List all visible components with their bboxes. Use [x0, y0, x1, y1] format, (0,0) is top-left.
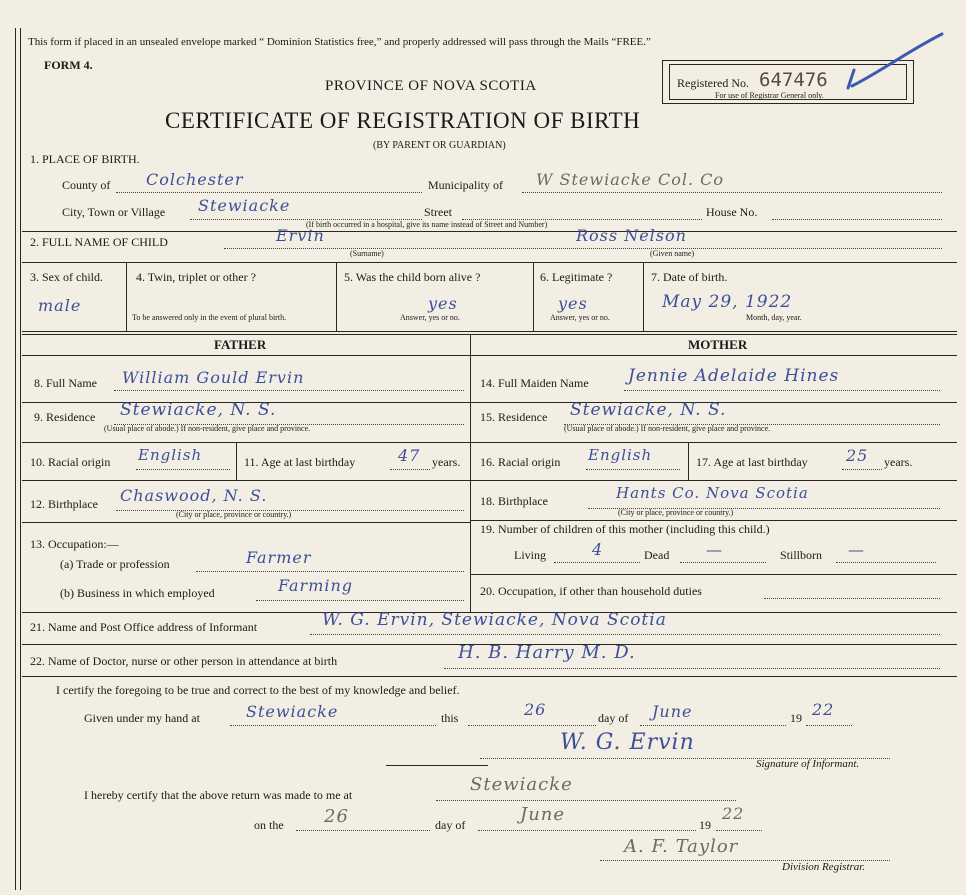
county-label: County of	[62, 178, 111, 192]
birth-date-value: May 29, 1922	[662, 292, 793, 312]
father-trade-label: (a) Trade or profession	[60, 557, 170, 571]
given-year-value: 22	[812, 700, 835, 719]
given-place-value: Stewiacke	[246, 702, 339, 721]
father-residence-label: 9. Residence	[34, 410, 96, 424]
mother-birthplace-label: 18. Birthplace	[480, 494, 548, 508]
sex-value: male	[38, 296, 82, 315]
born-alive-label: 5. Was the child born alive ?	[344, 270, 481, 284]
place-of-birth-heading: 1. PLACE OF BIRTH.	[30, 152, 140, 166]
dead-value: —	[706, 540, 723, 559]
certification-statement: I certify the foregoing to be true and correct to the best of my knowledge and belief.	[56, 683, 460, 697]
given-day-value: 26	[524, 700, 547, 719]
given-name-value: Ross Nelson	[576, 226, 687, 245]
father-business-label: (b) Business in which employed	[60, 586, 215, 600]
father-residence-value: Stewiacke, N. S.	[120, 400, 277, 420]
surname-value: Ervin	[276, 226, 325, 245]
father-birthplace-label: 12. Birthplace	[30, 497, 98, 511]
stillborn-label: Stillborn	[780, 548, 823, 562]
father-age-value: 47	[398, 446, 421, 465]
registered-number: 647476	[759, 69, 828, 91]
registrar-year-prefix: 19	[699, 818, 711, 832]
city-label: City, Town or Village	[62, 205, 166, 219]
given-month-value: June	[652, 702, 693, 721]
legitimate-value: yes	[558, 294, 588, 313]
this-label: this	[441, 711, 459, 725]
birth-date-caption: Month, day, year.	[746, 313, 802, 322]
registrar-signature: A. F. Taylor	[624, 836, 739, 857]
mother-birthplace-value: Hants Co. Nova Scotia	[616, 484, 809, 502]
born-alive-value: yes	[428, 294, 458, 313]
born-alive-caption: Answer, yes or no.	[400, 313, 460, 322]
doctor-label: 22. Name of Doctor, nurse or other person in attendance at birth	[30, 654, 338, 668]
father-racial-value: English	[138, 446, 203, 464]
mother-racial-label: 16. Racial origin	[480, 455, 561, 469]
check-mark-icon	[840, 30, 950, 95]
informant-signature: W. G. Ervin	[560, 730, 695, 755]
registrar-day-value: 26	[324, 806, 349, 827]
father-name-label: 8. Full Name	[34, 376, 97, 390]
page-subtitle: (BY PARENT OR GUARDIAN)	[373, 140, 506, 151]
page-title: CERTIFICATE OF REGISTRATION OF BIRTH	[165, 108, 641, 133]
father-heading: FATHER	[214, 337, 267, 352]
county-value: Colchester	[146, 170, 244, 189]
registrar-statement: I hereby certify that the above return was made to me at	[84, 788, 353, 802]
mother-years-label: years.	[884, 455, 913, 469]
given-name-caption: (Given name)	[650, 249, 695, 258]
dead-label: Dead	[644, 548, 670, 562]
city-value: Stewiacke	[198, 196, 291, 215]
mail-notice: This form if placed in an unsealed envelope marked “ Dominion Statistics free,” and properly addressed will pass through the Mails “FREE.”	[28, 36, 651, 48]
registrar-caption: Division Registrar.	[782, 861, 866, 873]
doctor-value: H. B. Harry M. D.	[458, 642, 636, 663]
registered-label: Registered No.	[677, 76, 749, 90]
twin-label: 4. Twin, triplet or other ?	[136, 270, 256, 284]
father-years-label: years.	[432, 455, 461, 469]
surname-caption: (Surname)	[350, 249, 384, 258]
father-birthplace-value: Chaswood, N. S.	[120, 486, 268, 505]
sex-label: 3. Sex of child.	[30, 270, 103, 284]
registrar-day-of-label: day of	[435, 818, 466, 832]
given-day-of-label: day of	[598, 711, 629, 725]
hospital-note: (If birth occurred in a hospital, give its name instead of Street and Number)	[306, 220, 548, 229]
father-name-value: William Gould Ervin	[122, 368, 305, 387]
father-residence-caption: (Usual place of abode.) If non-resident, give place and province.	[104, 424, 311, 433]
mother-heading: MOTHER	[688, 337, 748, 352]
twin-note: To be answered only in the event of plural birth.	[132, 313, 287, 322]
given-year-prefix: 19	[790, 711, 802, 725]
mother-children-label: 19. Number of children of this mother (including this child.)	[480, 522, 770, 536]
mother-age-label: 17. Age at last birthday	[696, 455, 808, 469]
legitimate-caption: Answer, yes or no.	[550, 313, 610, 322]
father-trade-value: Farmer	[246, 548, 312, 567]
mother-residence-value: Stewiacke, N. S.	[570, 400, 727, 420]
registered-note: For use of Registrar General only.	[715, 91, 824, 100]
father-business-value: Farming	[278, 576, 354, 595]
legitimate-label: 6. Legitimate ?	[540, 270, 613, 284]
mother-racial-value: English	[588, 446, 653, 464]
given-under-label: Given under my hand at	[84, 711, 200, 725]
left-border	[15, 28, 16, 890]
mother-name-label: 14. Full Maiden Name	[480, 376, 589, 390]
father-age-label: 11. Age at last birthday	[244, 455, 356, 469]
birth-date-label: 7. Date of birth.	[651, 270, 728, 284]
house-no-label: House No.	[706, 205, 758, 219]
registrar-place-value: Stewiacke	[470, 774, 573, 795]
mother-occupation-label: 20. Occupation, if other than household duties	[480, 584, 702, 598]
informant-value: W. G. Ervin, Stewiacke, Nova Scotia	[322, 610, 667, 630]
living-value: 4	[592, 540, 604, 559]
informant-label: 21. Name and Post Office address of Informant	[30, 620, 258, 634]
father-occupation-label: 13. Occupation:—	[30, 537, 119, 551]
stillborn-value: —	[848, 540, 865, 559]
street-label: Street	[424, 205, 452, 219]
child-name-label: 2. FULL NAME OF CHILD	[30, 235, 168, 249]
father-racial-label: 10. Racial origin	[30, 455, 111, 469]
province-heading: PROVINCE OF NOVA SCOTIA	[325, 78, 537, 94]
mother-residence-caption: (Usual place of abode.) If non-resident, give place and province.	[564, 424, 771, 433]
mother-name-value: Jennie Adelaide Hines	[628, 366, 840, 386]
form-number: FORM 4.	[44, 58, 93, 72]
living-label: Living	[514, 548, 546, 562]
municipality-value: W Stewiacke Col. Co	[536, 170, 724, 189]
registrar-on-the-label: on the	[254, 818, 284, 832]
registrar-month-value: June	[520, 804, 566, 825]
registrar-year-value: 22	[722, 804, 745, 823]
left-border-inner	[20, 28, 21, 890]
father-birthplace-caption: (City or place, province or country.)	[176, 510, 292, 519]
mother-birthplace-caption: (City or place, province or country.)	[618, 508, 734, 517]
municipality-label: Municipality of	[428, 178, 503, 192]
mother-residence-label: 15. Residence	[480, 410, 548, 424]
mother-age-value: 25	[846, 446, 869, 465]
informant-signature-caption: Signature of Informant.	[756, 758, 860, 770]
